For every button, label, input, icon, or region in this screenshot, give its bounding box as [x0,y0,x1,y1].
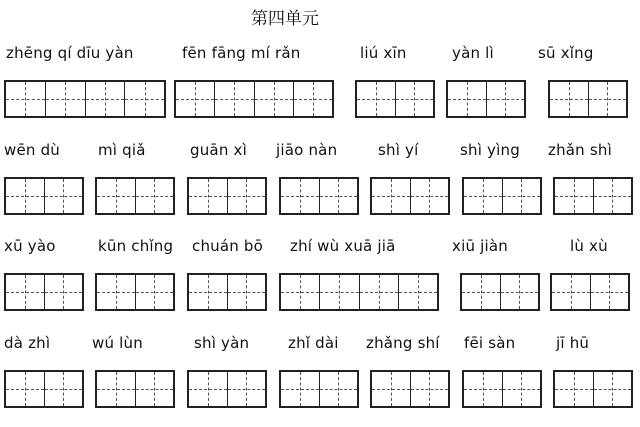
tianzige-cell[interactable] [97,275,136,309]
tianzige-cell[interactable] [6,82,46,116]
tianzige-cell[interactable] [357,82,396,116]
tianzige-cell[interactable] [448,82,487,116]
pinyin-prompt: zhǎng shí [366,334,440,352]
tianzige-cell[interactable] [215,82,254,116]
tianzige-cell[interactable] [501,275,539,309]
tianzige-cell[interactable] [189,372,228,406]
tianzige-cell[interactable] [550,82,589,116]
tianzige-cell[interactable] [228,275,266,309]
tianzige-cell[interactable] [360,275,399,309]
tianzige-cell[interactable] [372,179,411,213]
pinyin-prompt: wú lùn [92,334,143,352]
writing-grid [4,80,166,118]
tianzige-cell[interactable] [320,179,358,213]
tianzige-cell[interactable] [555,372,594,406]
tianzige-cell[interactable] [411,372,449,406]
tianzige-cell[interactable] [97,179,136,213]
tianzige-cell[interactable] [281,179,320,213]
writing-grid [174,80,334,118]
tianzige-cell[interactable] [594,372,632,406]
writing-grid [550,273,630,311]
tianzige-cell[interactable] [136,372,174,406]
tianzige-cell[interactable] [555,179,594,213]
tianzige-cell[interactable] [396,82,434,116]
pinyin-prompt: mì qiǎ [98,141,146,159]
tianzige-cell[interactable] [6,179,45,213]
tianzige-cell[interactable] [320,275,359,309]
writing-grid [4,273,84,311]
tianzige-cell[interactable] [136,275,174,309]
tianzige-cell[interactable] [462,275,501,309]
page-title: 第四单元 [251,9,319,29]
tianzige-cell[interactable] [594,179,632,213]
writing-grid [370,177,450,215]
pinyin-prompt: yàn lì [452,44,494,62]
tianzige-cell[interactable] [591,275,629,309]
tianzige-cell[interactable] [45,275,83,309]
tianzige-cell[interactable] [281,372,320,406]
tianzige-cell[interactable] [320,372,358,406]
worksheet-row [0,237,640,317]
tianzige-cell[interactable] [228,372,266,406]
pinyin-prompt: zhǎn shì [548,141,612,159]
pinyin-prompt: lù xù [570,237,608,255]
pinyin-prompt: chuán bō [192,237,264,255]
pinyin-prompt: jiāo nàn [276,141,338,159]
pinyin-prompt: zhēng qí dīu yàn [6,44,134,62]
pinyin-prompt: jī hū [556,334,590,352]
pinyin-prompt: shì yìng [460,141,520,159]
tianzige-cell[interactable] [399,275,437,309]
tianzige-cell[interactable] [503,372,541,406]
writing-grid [4,177,84,215]
tianzige-cell[interactable] [97,372,136,406]
pinyin-prompt: xiū jiàn [452,237,508,255]
writing-grid [548,80,628,118]
writing-grid [95,177,175,215]
worksheet-row [0,141,640,221]
tianzige-cell[interactable] [176,82,215,116]
writing-grid [553,177,633,215]
tianzige-cell[interactable] [589,82,627,116]
worksheet-row [0,334,640,414]
pinyin-prompt: xū yào [4,237,56,255]
tianzige-cell[interactable] [6,372,45,406]
tianzige-cell[interactable] [228,179,266,213]
tianzige-cell[interactable] [281,275,320,309]
writing-grid [95,370,175,408]
pinyin-prompt: sū xǐng [538,44,594,62]
writing-grid [279,273,439,311]
tianzige-cell[interactable] [45,179,83,213]
tianzige-cell[interactable] [552,275,591,309]
writing-grid [279,177,359,215]
writing-grid [279,370,359,408]
tianzige-cell[interactable] [294,82,332,116]
writing-grid [187,273,267,311]
tianzige-cell[interactable] [136,179,174,213]
writing-grid [95,273,175,311]
tianzige-cell[interactable] [46,82,86,116]
pinyin-prompt: fēn fāng mí rǎn [182,44,301,62]
tianzige-cell[interactable] [503,179,541,213]
pinyin-prompt: zhǐ dài [288,334,339,352]
writing-grid [446,80,526,118]
tianzige-cell[interactable] [255,82,294,116]
tianzige-cell[interactable] [372,372,411,406]
tianzige-cell[interactable] [125,82,164,116]
writing-grid [355,80,435,118]
pinyin-prompt: kūn chǐng [98,237,174,255]
tianzige-cell[interactable] [464,179,503,213]
writing-grid [187,177,267,215]
tianzige-cell[interactable] [189,275,228,309]
pinyin-prompt: shì yí [378,141,419,159]
tianzige-cell[interactable] [487,82,525,116]
writing-grid [462,370,542,408]
writing-grid [370,370,450,408]
pinyin-prompt: zhí wù xuā jiā [290,237,396,255]
writing-grid [4,370,84,408]
pinyin-prompt: shì yàn [194,334,250,352]
worksheet-row [0,44,640,124]
writing-grid [460,273,540,311]
tianzige-cell[interactable] [189,179,228,213]
writing-grid [187,370,267,408]
tianzige-cell[interactable] [411,179,449,213]
pinyin-prompt: liú xīn [360,44,407,62]
writing-grid [462,177,542,215]
pinyin-prompt: wēn dù [4,141,60,159]
pinyin-prompt: fēi sàn [464,334,516,352]
writing-grid [553,370,633,408]
tianzige-cell[interactable] [86,82,126,116]
tianzige-cell[interactable] [464,372,503,406]
pinyin-prompt: dà zhì [4,334,51,352]
tianzige-cell[interactable] [6,275,45,309]
pinyin-prompt: guān xì [190,141,247,159]
tianzige-cell[interactable] [45,372,83,406]
